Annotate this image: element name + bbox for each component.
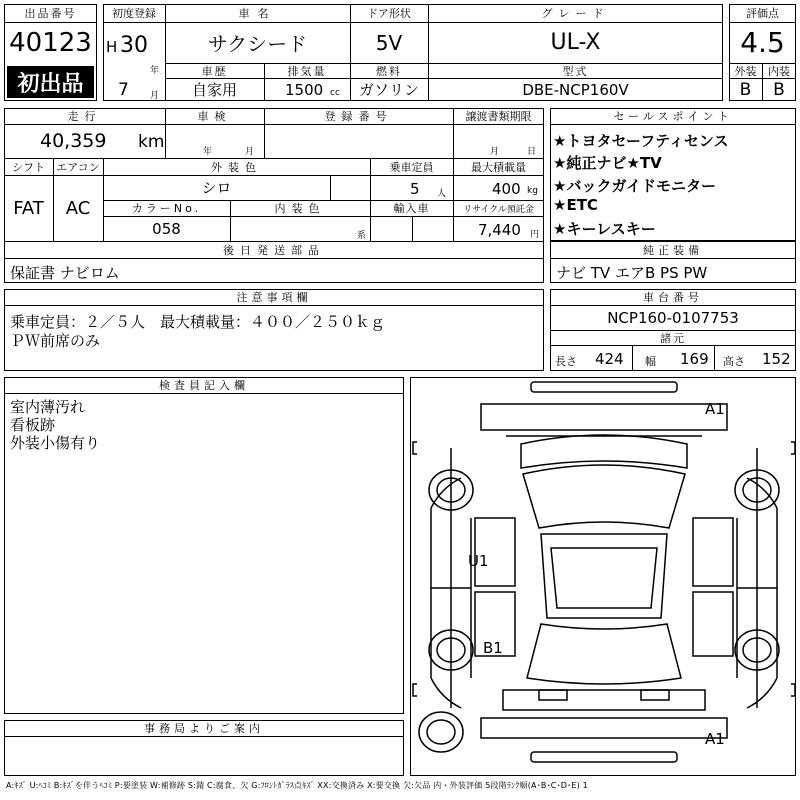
sales-point-2: ★純正ナビ★TV: [553, 154, 662, 172]
car-outline-svg: [411, 378, 797, 777]
grade: UL-X: [550, 30, 601, 55]
displacement-unit: cc: [330, 88, 340, 98]
recycle-fee: 7,440: [478, 221, 521, 239]
recycle-unit: 円: [530, 230, 540, 240]
inspection-year-unit: 年: [203, 147, 213, 157]
transfer-label: 譲渡書類期限: [465, 110, 532, 123]
mileage-unit: km: [138, 132, 165, 152]
capacity-unit: 人: [437, 189, 447, 199]
legend-footer: A:ｷｽﾞ U:ﾍｺﾐ B:ｷｽﾞを伴うﾍｺﾐ P:要塗装 W:補修跡 S:錆 C:腐食、欠 G:ﾌﾛﾝﾄｶﾞﾗｽ点ｷｽﾞ XX:交換済み X:要交換 欠:欠品 内・外装評価 5段階ﾗﾝｸ順(A･B･C･D･E) 1: [6, 781, 588, 790]
color-no: 058: [152, 219, 181, 238]
history: 自家用: [191, 81, 237, 99]
load-unit: kg: [527, 186, 538, 196]
score-label: 評価点: [746, 7, 779, 20]
lot-number: 40123: [9, 28, 92, 58]
inspector-line-3: 外装小傷有り: [10, 434, 101, 452]
sales-point-5: ★キーレスキー: [553, 220, 656, 238]
height-value: 152: [762, 350, 791, 368]
inspector-line-2: 看板跡: [10, 416, 56, 434]
mileage-label: 走行: [67, 110, 102, 123]
ac-label: エアコン: [56, 160, 100, 174]
interior-label: 内装: [768, 64, 790, 78]
sales-points-label: セールスポイント: [613, 110, 733, 123]
max-load: 400: [492, 180, 521, 198]
body-color: シロ: [201, 179, 232, 197]
first-listing-badge: 初出品: [7, 66, 94, 98]
chassis-number: NCP160-0107753: [607, 308, 739, 327]
car-name: サクシード: [207, 32, 308, 56]
shift: FAT: [13, 197, 44, 219]
year-unit: 年: [150, 66, 160, 76]
history-label: 車歴: [201, 64, 228, 78]
model-label: 型式: [562, 64, 589, 78]
grade-label: グレード: [541, 7, 610, 20]
exterior-label: 外装: [734, 64, 757, 78]
length-label: 長さ: [555, 355, 577, 368]
car-name-label: 車名: [238, 7, 277, 20]
fuel: ガソリン: [358, 81, 419, 99]
first-reg-year: 30: [120, 33, 148, 58]
mileage: 40,359: [40, 130, 107, 152]
load-label: 最大積載量: [471, 160, 526, 174]
door-label: ドア形状: [367, 7, 411, 20]
genuine-equipment: ナビ TV エアB PS PW: [556, 264, 708, 282]
inspector-label: 検査員記入欄: [159, 379, 249, 392]
genuine-equipment-label: 純正装備: [643, 243, 703, 257]
transfer-month-unit: 月: [490, 147, 500, 157]
width-value: 169: [680, 350, 709, 368]
width-label: 幅: [645, 355, 656, 368]
damage-mark-u1: U1: [468, 552, 489, 570]
exterior-grade: B: [739, 79, 752, 100]
damage-mark-a1-front: A1: [705, 400, 725, 418]
inspection-label: 車検: [197, 110, 232, 123]
ac: AC: [65, 197, 91, 219]
model: DBE-NCP160V: [522, 80, 629, 99]
inspector-line-1: 室内薄汚れ: [10, 398, 86, 416]
inspection-month-unit: 月: [245, 147, 255, 157]
office-label: 事務局よりご案内: [144, 722, 264, 735]
capacity-label: 乗車定員: [389, 160, 434, 174]
chassis-label: 車台番号: [643, 291, 703, 304]
notes-line-2: ＰＷ前席のみ: [10, 332, 101, 350]
later-parts: 保証書 ナビロム: [10, 264, 120, 282]
sales-point-1: ★トヨタセーフティセンス: [553, 132, 729, 150]
fuel-label: 燃料: [376, 64, 402, 78]
displacement: 1500: [285, 81, 324, 99]
length-value: 424: [595, 350, 624, 368]
transfer-day-unit: 日: [527, 147, 537, 157]
shift-label: シフト: [12, 160, 45, 174]
import-label: 輸入車: [393, 202, 430, 215]
sales-point-4: ★ETC: [553, 196, 598, 214]
notes-line-1: 乗車定員：２／５人 最大積載量：４００／２５０ｋｇ: [10, 313, 386, 331]
first-reg-label: 初度登録: [112, 7, 156, 20]
door-type: 5V: [375, 30, 403, 55]
height-label: 高さ: [723, 355, 745, 368]
int-color-label: 内装色: [274, 202, 326, 215]
sales-point-3: ★バックガイドモニター: [553, 177, 716, 195]
int-color-unit: 系: [357, 231, 367, 241]
color-no-label: カラーNo.: [131, 202, 202, 215]
color-label: 外装色: [211, 160, 262, 174]
first-reg-era: H: [106, 38, 118, 56]
capacity: 5: [410, 180, 420, 198]
dimensions-label: 諸元: [660, 331, 686, 345]
displacement-label: 排気量: [287, 64, 327, 78]
interior-grade: B: [773, 79, 785, 100]
recycle-label: リサイクル預託金: [463, 204, 534, 215]
later-parts-label: 後日発送部品: [223, 243, 325, 257]
plate-label: 登録番号: [324, 110, 393, 123]
inspector-box: [4, 377, 404, 714]
first-reg-month: 7: [118, 80, 129, 100]
lot-label: 出品番号: [24, 7, 77, 20]
damage-mark-b1: B1: [483, 639, 503, 657]
car-diagram: [410, 377, 796, 776]
score: 4.5: [740, 26, 785, 59]
notes-label: 注意事項欄: [236, 291, 312, 304]
month-unit: 月: [150, 91, 160, 101]
damage-mark-a1-rear: A1: [705, 730, 725, 748]
